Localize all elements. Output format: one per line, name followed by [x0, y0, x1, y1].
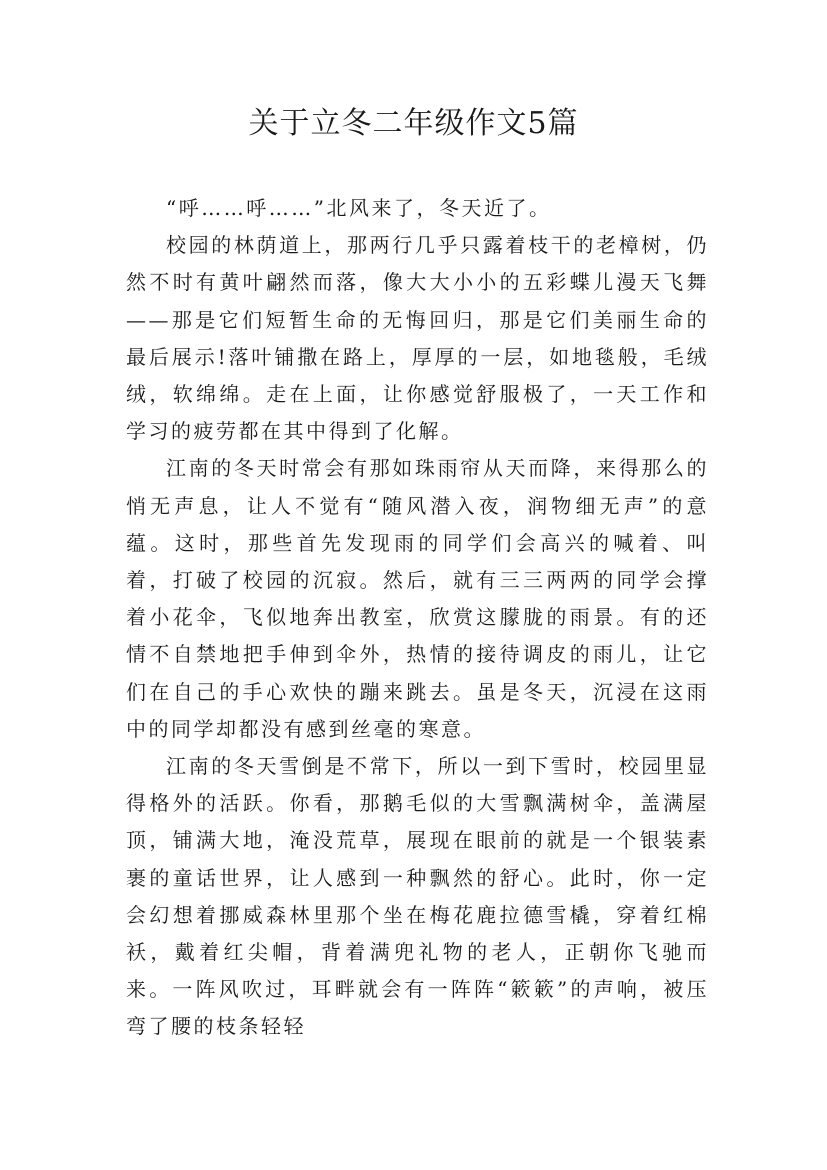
- document-title: 关于立冬二年级作文5篇: [248, 106, 579, 141]
- paragraph-1: “呼……呼……”北风来了，冬天近了。: [166, 196, 552, 220]
- paragraph-3: 江南的冬天时常会有那如珠雨帘从天而降，来得那么的悄无声息，让人不觉有“随风潜入夜，润物细无声”的意蕴。这时，那些首先发现雨的同学们会高兴的喊着、叫着，打破了校园的沉寂。然后，就有三三两两的同学会撑着小花伞，飞似地奔出教室，欣赏这朦胧的雨景。有的还情不自禁地把手伸到伞外，热情的接待调皮的雨儿，让它们在自己的手心欢快的蹦来跳去。虽是冬天，沉浸在这雨中的同学却都没有感到丝毫的寒意。: [126, 456, 709, 741]
- paragraph-2: 校园的林荫道上，那两行几乎只露着枝干的老樟树，仍然不时有黄叶翩然而落，像大大小小的五彩蝶儿漫天飞舞——那是它们短暂生命的无悔回归，那是它们美丽生命的最后展示!落叶铺撒在路上，厚厚的一层，如地毯般，毛绒绒，软绵绵。走在上面，让你感觉舒服极了，一天工作和学习的疲劳都在其中得到了化解。: [126, 233, 709, 444]
- document-body: [126, 190, 709, 1046]
- paragraph-4: 江南的冬天雪倒是不常下，所以一到下雪时，校园里显得格外的活跃。你看，那鹅毛似的大雪飘满树伞，盖满屋顶，铺满大地，淹没荒草，展现在眼前的就是一个银装素裹的童话世界，让人感到一种飘然的舒心。此时，你一定会幻想着挪威森林里那个坐在梅花鹿拉德雪橇，穿着红棉袄，戴着红尖帽，背着满兜礼物的老人，正朝你飞驰而来。一阵风吹过，耳畔就会有一阵阵“簌簌”的声响，被压弯了腰的枝条轻轻: [126, 754, 709, 1039]
